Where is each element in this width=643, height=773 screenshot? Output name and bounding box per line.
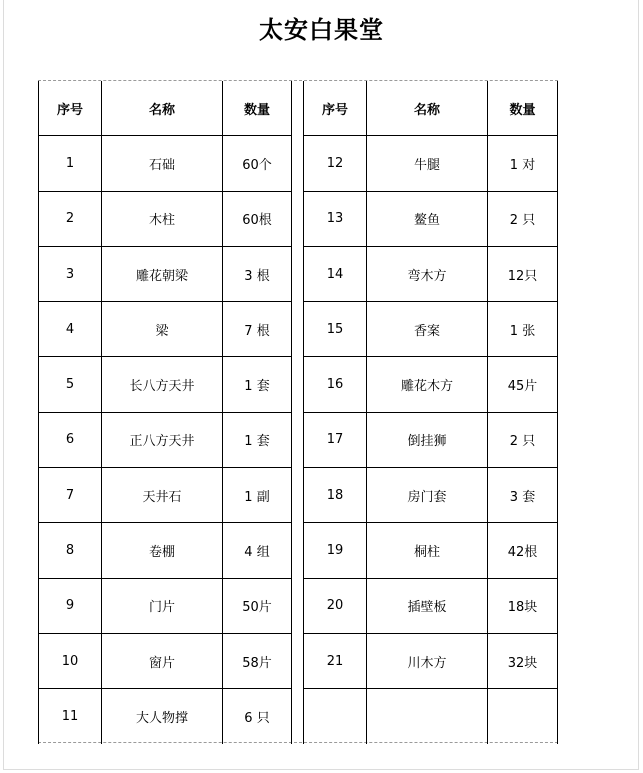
cell-quantity: 60根 bbox=[223, 191, 292, 246]
cell-name: 门片 bbox=[102, 578, 223, 633]
table-row bbox=[304, 357, 558, 412]
cell-name: 雕花木方 bbox=[367, 357, 488, 412]
cell-name: 插壁板 bbox=[367, 578, 488, 633]
cell-index: 3 bbox=[39, 246, 102, 301]
cell-quantity: 1 张 bbox=[488, 302, 558, 357]
cell-name: 弯木方 bbox=[367, 246, 488, 301]
table-row bbox=[39, 191, 292, 246]
cell-index: 18 bbox=[304, 468, 367, 523]
table-row bbox=[39, 633, 292, 688]
table-row bbox=[304, 246, 558, 301]
table-row bbox=[304, 412, 558, 467]
table-row bbox=[304, 136, 558, 191]
cell-quantity: 3 套 bbox=[488, 468, 558, 523]
cell-index: 14 bbox=[304, 246, 367, 301]
cell-index: 17 bbox=[304, 412, 367, 467]
header-quantity: 数量 bbox=[223, 81, 292, 136]
cell-name bbox=[367, 689, 488, 744]
table-row bbox=[39, 302, 292, 357]
cell-name: 长八方天井 bbox=[102, 357, 223, 412]
table-row bbox=[304, 633, 558, 688]
cell-quantity: 6 只 bbox=[223, 689, 292, 744]
cell-quantity: 1 套 bbox=[223, 412, 292, 467]
table-row bbox=[39, 578, 292, 633]
cell-index: 10 bbox=[39, 633, 102, 688]
cell-index bbox=[304, 689, 367, 744]
page-title: 太安白果堂 bbox=[259, 15, 384, 44]
cell-index: 5 bbox=[39, 357, 102, 412]
cell-index: 6 bbox=[39, 412, 102, 467]
cell-index: 7 bbox=[39, 468, 102, 523]
table-row bbox=[39, 523, 292, 578]
cell-quantity: 58片 bbox=[223, 633, 292, 688]
cell-quantity: 12只 bbox=[488, 246, 558, 301]
cell-quantity: 7 根 bbox=[223, 302, 292, 357]
table-row bbox=[39, 246, 292, 301]
cell-index: 19 bbox=[304, 523, 367, 578]
table-row bbox=[304, 468, 558, 523]
cell-quantity: 45片 bbox=[488, 357, 558, 412]
header-name: 名称 bbox=[102, 81, 223, 136]
table-row bbox=[304, 523, 558, 578]
cell-name: 川木方 bbox=[367, 633, 488, 688]
cell-name: 房门套 bbox=[367, 468, 488, 523]
cell-name: 窗片 bbox=[102, 633, 223, 688]
cell-quantity: 50片 bbox=[223, 578, 292, 633]
cell-quantity: 4 组 bbox=[223, 523, 292, 578]
cell-name: 鳌鱼 bbox=[367, 191, 488, 246]
cell-name: 大人物撑 bbox=[102, 689, 223, 744]
header-index: 序号 bbox=[304, 81, 367, 136]
cell-index: 21 bbox=[304, 633, 367, 688]
cell-index: 20 bbox=[304, 578, 367, 633]
table-row bbox=[39, 357, 292, 412]
inventory-table-right bbox=[303, 81, 558, 744]
cell-index: 15 bbox=[304, 302, 367, 357]
cell-quantity: 3 根 bbox=[223, 246, 292, 301]
table-row bbox=[39, 468, 292, 523]
table-row bbox=[304, 302, 558, 357]
cell-name: 石础 bbox=[102, 136, 223, 191]
table-row bbox=[39, 689, 292, 744]
cell-name: 天井石 bbox=[102, 468, 223, 523]
cell-quantity: 1 套 bbox=[223, 357, 292, 412]
cell-index: 1 bbox=[39, 136, 102, 191]
cell-name: 卷棚 bbox=[102, 523, 223, 578]
cell-index: 13 bbox=[304, 191, 367, 246]
header-name: 名称 bbox=[367, 81, 488, 136]
cell-name: 正八方天井 bbox=[102, 412, 223, 467]
cell-index: 2 bbox=[39, 191, 102, 246]
cell-index: 8 bbox=[39, 523, 102, 578]
cell-name: 香案 bbox=[367, 302, 488, 357]
cell-index: 16 bbox=[304, 357, 367, 412]
cell-quantity: 32块 bbox=[488, 633, 558, 688]
table-row bbox=[304, 578, 558, 633]
cell-name: 倒挂狮 bbox=[367, 412, 488, 467]
cell-quantity: 1 对 bbox=[488, 136, 558, 191]
cell-index: 4 bbox=[39, 302, 102, 357]
inventory-table-left bbox=[38, 81, 292, 744]
cell-quantity bbox=[488, 689, 558, 744]
cell-quantity: 60个 bbox=[223, 136, 292, 191]
header-index: 序号 bbox=[39, 81, 102, 136]
cell-index: 11 bbox=[39, 689, 102, 744]
table-row bbox=[39, 136, 292, 191]
cell-quantity: 18块 bbox=[488, 578, 558, 633]
table-row bbox=[304, 191, 558, 246]
table-header-row bbox=[39, 81, 292, 136]
cell-quantity: 42根 bbox=[488, 523, 558, 578]
cell-name: 牛腿 bbox=[367, 136, 488, 191]
cell-name: 桐柱 bbox=[367, 523, 488, 578]
cell-index: 9 bbox=[39, 578, 102, 633]
cell-index: 12 bbox=[304, 136, 367, 191]
cell-name: 梁 bbox=[102, 302, 223, 357]
table-row-empty bbox=[304, 689, 558, 744]
cell-quantity: 2 只 bbox=[488, 191, 558, 246]
cell-name: 木柱 bbox=[102, 191, 223, 246]
header-quantity: 数量 bbox=[488, 81, 558, 136]
cell-quantity: 1 副 bbox=[223, 468, 292, 523]
table-row bbox=[39, 412, 292, 467]
cell-quantity: 2 只 bbox=[488, 412, 558, 467]
cell-name: 雕花朝梁 bbox=[102, 246, 223, 301]
table-header-row bbox=[304, 81, 558, 136]
